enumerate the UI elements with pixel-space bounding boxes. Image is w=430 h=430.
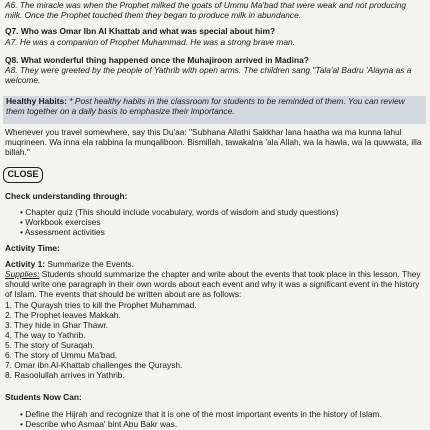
supplies-label: Supplies: <box>5 269 40 279</box>
answer-6: A6. The miracle was when the Prophet milked the goats of Ummu Ma'bad that were weak and not producing milk. Once the Prophet touched them they began to produce milk in abundance. <box>5 0 407 20</box>
list-item: • Assessment activities <box>20 227 338 237</box>
healthy-habits-text: * Post healthy habits in the classroom for students to be reminded of them. You can review them together on a daily basis to emphasize their importance. <box>6 96 405 116</box>
list-item: 8. Rasoolullah arrives in Yathrib. <box>5 370 125 380</box>
check-understanding-heading: Check understanding through: <box>5 191 128 201</box>
list-item: 2. The Prophet leaves Makkah. <box>5 310 121 320</box>
question-8: Q8. What wonderful thing happened once the Muhajiroon arrived in Madina? <box>5 55 309 65</box>
close-button[interactable]: CLOSE <box>3 167 43 183</box>
list-item: 6. The story of Ummu Ma'bad. <box>5 350 118 360</box>
list-item: • Workbook exercises <box>20 217 338 227</box>
check-understanding-list <box>20 207 338 237</box>
list-item: 1. The Quraysh tries to kill the Prophet Muhammad. <box>5 300 197 310</box>
list-item: 4. The way to Yathrib. <box>5 330 86 340</box>
activity-supplies <box>5 269 425 299</box>
students-now-list <box>20 409 382 429</box>
question-7: Q7. Who was Omar Ibn Al Khattab and what was special about him? <box>5 26 276 36</box>
supplies-text: Students should summarize the chapter and write about the events that took place in this lesson. They should write one paragraph in their own words about each event and why it was a significant event in the history of Islam. The events that should be written about are as follows: <box>5 269 421 299</box>
events-list <box>5 300 197 380</box>
list-item: • Describe who Asmaa' bint Abu Bakr was. <box>20 419 382 429</box>
list-item: • Define the Hijrah and recognize that it is one of the most important events in the history of Islam. <box>20 409 382 419</box>
list-item: 7. Omar ibn Al-Khattab challenges the Quraysh. <box>5 360 183 370</box>
answer-8: A8. They were greeted by the people of Yathrib with open arms. The children sang "Tala'al Badru 'Alayna as a welcome. <box>5 65 412 85</box>
students-now-heading: Students Now Can: <box>5 392 82 402</box>
activity-1-title <box>5 259 425 269</box>
list-item: • Chapter quiz (This should include vocabulary, words of wisdom and study questions) <box>20 207 338 217</box>
list-item: 5. The story of Suraqah. <box>5 340 95 350</box>
healthy-habits-label: Healthy Habits: <box>6 96 67 106</box>
activity-1-name: Summarize the Events. <box>45 259 134 269</box>
list-item: 3. They hide in Ghar Thawr. <box>5 320 109 330</box>
answer-7: A7. He was a companion of Prophet Muhammad. He was a strong brave man. <box>5 37 296 47</box>
healthy-habits-box <box>3 96 426 124</box>
activity-1-label: Activity 1: <box>5 259 46 269</box>
activity-time-heading: Activity Time: <box>5 243 60 253</box>
travel-dua: Whenever you travel somewhere, say this Du'aa: "Subhana Allathi Sakkhar lana haatha wa ma kunna lahul muqrineen. Wa inna ela rabbina la munqaliboon. Bismillah, tawakalna 'ala Allah, wa la hawla, wa la quwwata, illa billah." <box>5 127 422 157</box>
